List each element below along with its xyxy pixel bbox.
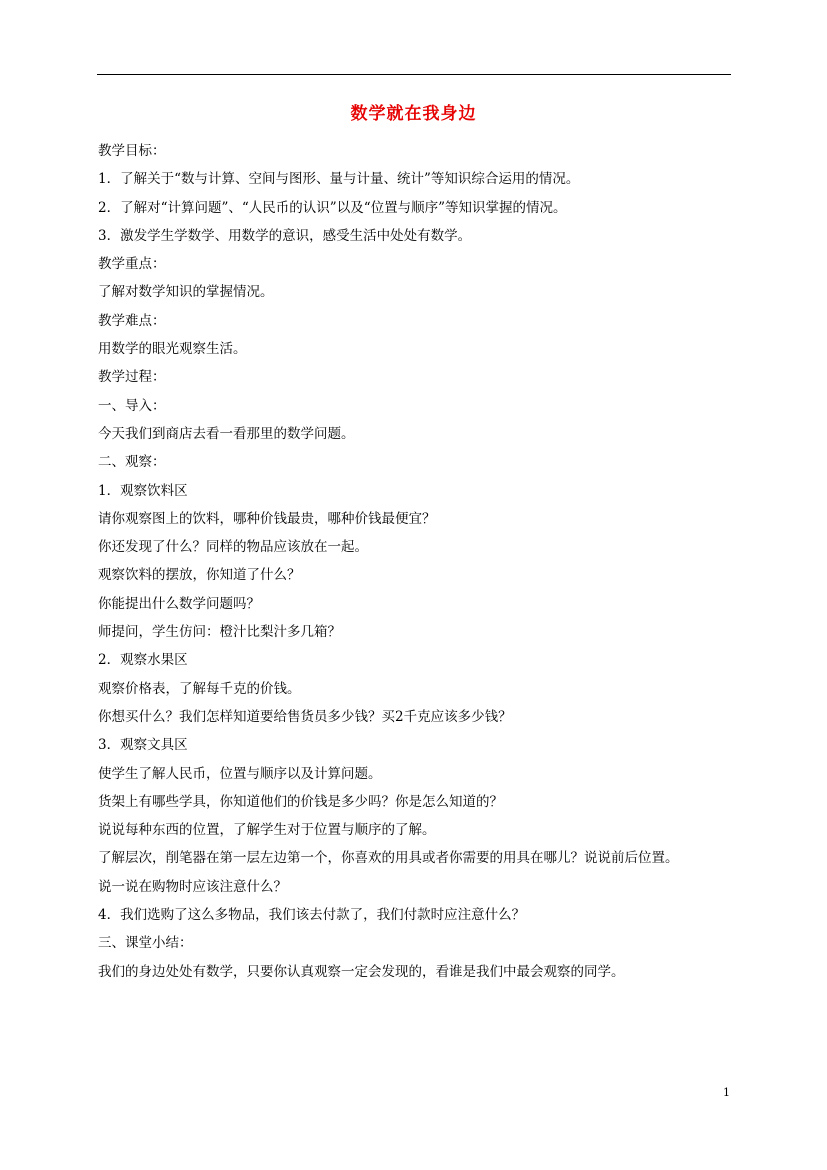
paragraph-line: 1．了解关于“数与计算、空间与图形、量与计量、统计”等知识综合运用的情况。 xyxy=(98,171,580,188)
subsection-heading: 二、观察： xyxy=(98,454,166,471)
paragraph-line: 用数学的眼光观察生活。 xyxy=(98,341,247,358)
paragraph-line: 2．观察水果区 xyxy=(98,652,188,669)
document-body xyxy=(98,137,738,986)
paragraph-line: 你想买什么？我们怎样知道要给售货员多少钱？买2千克应该多少钱？ xyxy=(98,708,512,725)
paragraph-line: 了解层次，削笔器在第一层左边第一个，你喜欢的用具或者你需要的用具在哪儿？说说前后位置。 xyxy=(98,850,679,867)
page-number: 1 xyxy=(723,1086,730,1099)
subsection-heading: 一、导入： xyxy=(98,397,166,414)
paragraph-line: 师提问，学生仿问：橙汁比梨汁多几箱？ xyxy=(98,624,341,641)
document-title: 数学就在我身边 xyxy=(350,104,477,124)
paragraph-line: 今天我们到商店去看一看那里的数学问题。 xyxy=(98,425,355,442)
paragraph-line: 3．激发学生学数学、用数学的意识，感受生活中处处有数学。 xyxy=(98,227,472,244)
section-heading-difficulties: 教学难点： xyxy=(98,312,166,329)
paragraph-line: 1．观察饮料区 xyxy=(98,482,188,499)
paragraph-line: 说说每种东西的位置，了解学生对于位置与顺序的了解。 xyxy=(98,822,436,839)
paragraph-line: 了解对数学知识的掌握情况。 xyxy=(98,284,274,301)
section-heading-process: 教学过程： xyxy=(98,369,166,386)
header-rule xyxy=(97,74,731,75)
paragraph-line: 2．了解对“计算问题”、“人民币的认识”以及“位置与顺序”等知识掌握的情况。 xyxy=(98,199,567,216)
paragraph-line: 观察饮料的摆放，你知道了什么？ xyxy=(98,567,301,584)
paragraph-line: 我们的身边处处有数学，只要你认真观察一定会发现的，看谁是我们中最会观察的同学。 xyxy=(98,963,625,980)
paragraph-line: 货架上有哪些学具，你知道他们的价钱是多少吗？你是怎么知道的？ xyxy=(98,793,503,810)
paragraph-line: 3．观察文具区 xyxy=(98,737,188,754)
paragraph-line: 使学生了解人民币，位置与顺序以及计算问题。 xyxy=(98,765,382,782)
subsection-heading: 三、课堂小结： xyxy=(98,935,193,952)
paragraph-line: 说一说在购物时应该注意什么？ xyxy=(98,878,287,895)
paragraph-line: 观察价格表，了解每千克的价钱。 xyxy=(98,680,301,697)
paragraph-line: 请你观察图上的饮料，哪种价钱最贵，哪种价钱最便宜？ xyxy=(98,510,436,527)
section-heading-key-points: 教学重点： xyxy=(98,256,166,273)
paragraph-line: 你能提出什么数学问题吗？ xyxy=(98,595,260,612)
paragraph-line: 4．我们选购了这么多物品，我们该去付款了，我们付款时应注意什么？ xyxy=(98,907,526,924)
section-heading-objectives: 教学目标： xyxy=(98,143,166,159)
paragraph-line: 你还发现了什么？同样的物品应该放在一起。 xyxy=(98,539,368,556)
